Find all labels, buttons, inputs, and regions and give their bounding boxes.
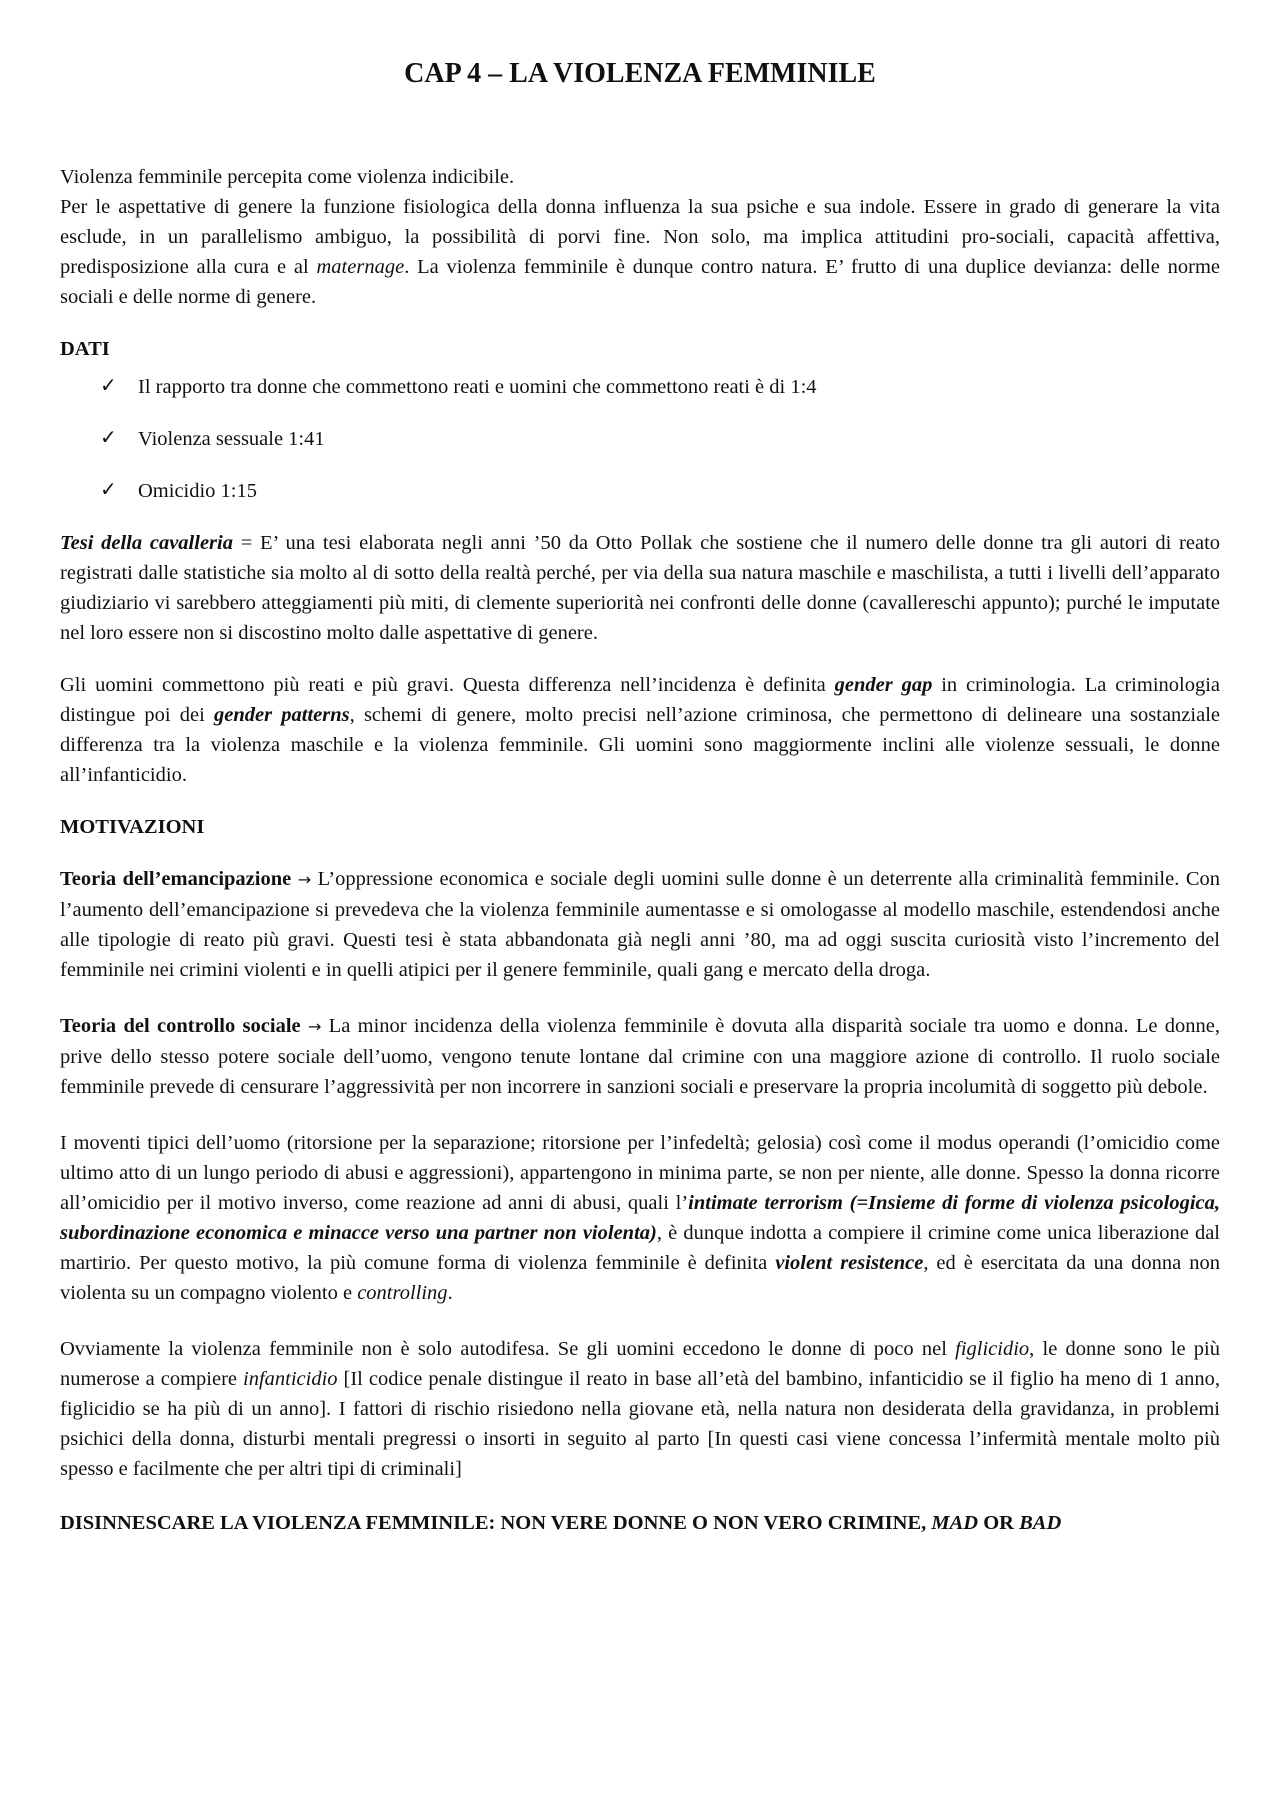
page-title: CAP 4 – LA VIOLENZA FEMMINILE (404, 58, 876, 89)
cavalleria-term: Tesi della cavalleria (60, 532, 233, 554)
moventi-text-a: I moventi tipici dell’uomo (ritorsione per la separazione; ritorsione per l’infedeltà; gelosia) così come il modus operandi (l’omicidio come ultimo atto di un lungo periodo di abusi e aggressioni), appartengono in minima parte, se non per niente, alle donne. Spesso la donna ricorre all’omicidio per il motivo inverso, come reazione ad anni di abusi, quali l’ (60, 1132, 1220, 1214)
list-item (60, 476, 1220, 506)
emancipazione-paragraph (60, 864, 1220, 985)
dati-heading: DATI (60, 338, 110, 360)
bad-term: BAD (1019, 1512, 1062, 1534)
list-item (60, 372, 1220, 402)
arrow-right-icon: → (297, 870, 312, 889)
cavalleria-text: = E’ una tesi elaborata negli anni ’50 da Otto Pollak che sostiene che il numero delle donne tra gli autori di reato registrati dalle statistiche sia molto al di sotto della realtà perché, per via della sua natura maschile e maschilista, a tutti i livelli dell’apparato giudiziario vi sarebbero atteggiamenti più miti, di clemente superiorità nei confronti delle donne (cavallereschi appunto); purché le imputate nel loro essere non si discostino molto dalle aspettative di genere. (60, 532, 1221, 644)
final-heading-or: OR (978, 1512, 1020, 1534)
list-item (60, 424, 1220, 454)
final-heading (60, 1508, 1220, 1538)
intro-line: Violenza femminile percepita come violenza indicibile. (60, 166, 515, 188)
checkmark-icon: ✓ (100, 477, 117, 501)
violent-resistence-term: violent resistence (775, 1252, 924, 1274)
list-item-text: Violenza sessuale 1:41 (138, 428, 325, 450)
gender-paragraph (60, 670, 1220, 790)
infanticidio-text-b: , le donne sono le più numerose a compiere (60, 1338, 1220, 1390)
emancipazione-text: L’oppressione economica e sociale degli uomini sulle donne è un deterrente alla criminalità femminile. Con l’aumento dell’emancipazione si prevedeva che la violenza femminile aumentasse e si omologasse al modello maschile, estendendosi anche alle tipologie di reato più gravi. Questi tesi è stata abbandonata già negli anni ’80, ma ad oggi suscita curiosità visto l’incremento del femminile nei crimini violenti e in quelli atipici per il genere femminile, quali gang e mercato della droga. (60, 868, 1221, 981)
gender-gap-term: gender gap (834, 674, 933, 696)
list-item-text: Omicidio 1:15 (138, 480, 258, 502)
moventi-paragraph (60, 1128, 1220, 1308)
intro-text-a: Per le aspettative di genere la funzione fisiologica della donna influenza la sua psiche e sua indole. Essere in grado di generare la vita esclude, in un parallelismo ambiguo, la possibilità di porvi fine. Non solo, ma implica attitudini pro-sociali, capacità affettiva, predisposizione alla cura e al (60, 196, 1220, 278)
moventi-text-c: , ed è esercitata da una donna non violenta su un compagno violento e (60, 1252, 1220, 1304)
controllo-text: La minor incidenza della violenza femminile è dovuta alla disparità sociale tra uomo e donna. Le donne, prive dello stesso potere sociale dell’uomo, vengono tenute lontane dal crimine con una maggiore azione di controllo. Il ruolo sociale femminile prevede di censurare l’aggressività per non incorrere in sanzioni sociali e preservare la propria incolumità di soggetto più debole. (60, 1015, 1220, 1098)
gender-text-c: , schemi di genere, molto precisi nell’azione criminosa, che permettono di delineare una sostanziale differenza tra la violenza maschile e la violenza femminile. Gli uomini sono maggiormente inclini alle violenze sessuali, le donne all’infanticidio. (60, 704, 1220, 786)
controlling-term: controlling (357, 1282, 448, 1304)
infanticidio-paragraph (60, 1334, 1220, 1484)
gender-text-b: in criminologia. La criminologia distingue poi dei (60, 674, 1221, 726)
controllo-paragraph (60, 1011, 1220, 1102)
intro-paragraph (60, 192, 1220, 312)
maternage-term: maternage (316, 256, 405, 278)
checkmark-icon: ✓ (100, 373, 117, 397)
infanticidio-term: infanticidio (243, 1368, 338, 1390)
figlicidio-term: figlicidio (955, 1338, 1030, 1360)
intro-text-b: . La violenza femminile è dunque contro natura. E’ frutto di una duplice devianza: delle norme sociali e delle norme di genere. (60, 256, 1220, 308)
mad-term: MAD (931, 1512, 979, 1534)
intimate-terrorism-term: intimate terrorism (=Insieme di forme di violenza psicologica, subordinazione economica e minacce verso una partner non violenta) (60, 1192, 1220, 1244)
infanticidio-text-a: Ovviamente la violenza femminile non è solo autodifesa. Se gli uomini eccedono le donne di poco nel (60, 1338, 956, 1360)
infanticidio-text-c: [Il codice penale distingue il reato in base all’età del bambino, infanticidio se il figlio ha meno di 1 anno, figlicidio se ha più di un anno]. I fattori di rischio risiedono nella giovane età, nella natura non desiderata della gravidanza, in problemi psichici della donna, disturbi mentali pregressi o insorti in seguito al parto [In questi casi viene concessa l’infermità mentale molto più spesso e facilmente che per altri tipi di criminali] (60, 1368, 1221, 1480)
cavalleria-paragraph (60, 528, 1220, 648)
list-item-text: Il rapporto tra donne che commettono reati e uomini che commettono reati è di 1:4 (138, 376, 817, 398)
motivazioni-heading: MOTIVAZIONI (60, 816, 205, 838)
gender-patterns-term: gender patterns (214, 704, 350, 726)
gender-text-a: Gli uomini commettono più reati e più gravi. Questa differenza nell’incidenza è definita (60, 674, 835, 696)
arrow-right-icon: → (307, 1017, 322, 1036)
dati-list (60, 372, 1220, 506)
controllo-term: Teoria del controllo sociale (60, 1015, 301, 1037)
moventi-text-d: . (447, 1282, 453, 1304)
moventi-text-b: , è dunque indotta a compiere il crimine come unica liberazione dal martirio. Per questo motivo, la più comune forma di violenza femminile è definita (60, 1222, 1221, 1274)
checkmark-icon: ✓ (100, 425, 117, 449)
final-heading-text: DISINNESCARE LA VIOLENZA FEMMINILE: NON VERE DONNE O NON VERO CRIMINE, (60, 1512, 932, 1534)
emancipazione-term: Teoria dell’emancipazione (60, 868, 292, 890)
